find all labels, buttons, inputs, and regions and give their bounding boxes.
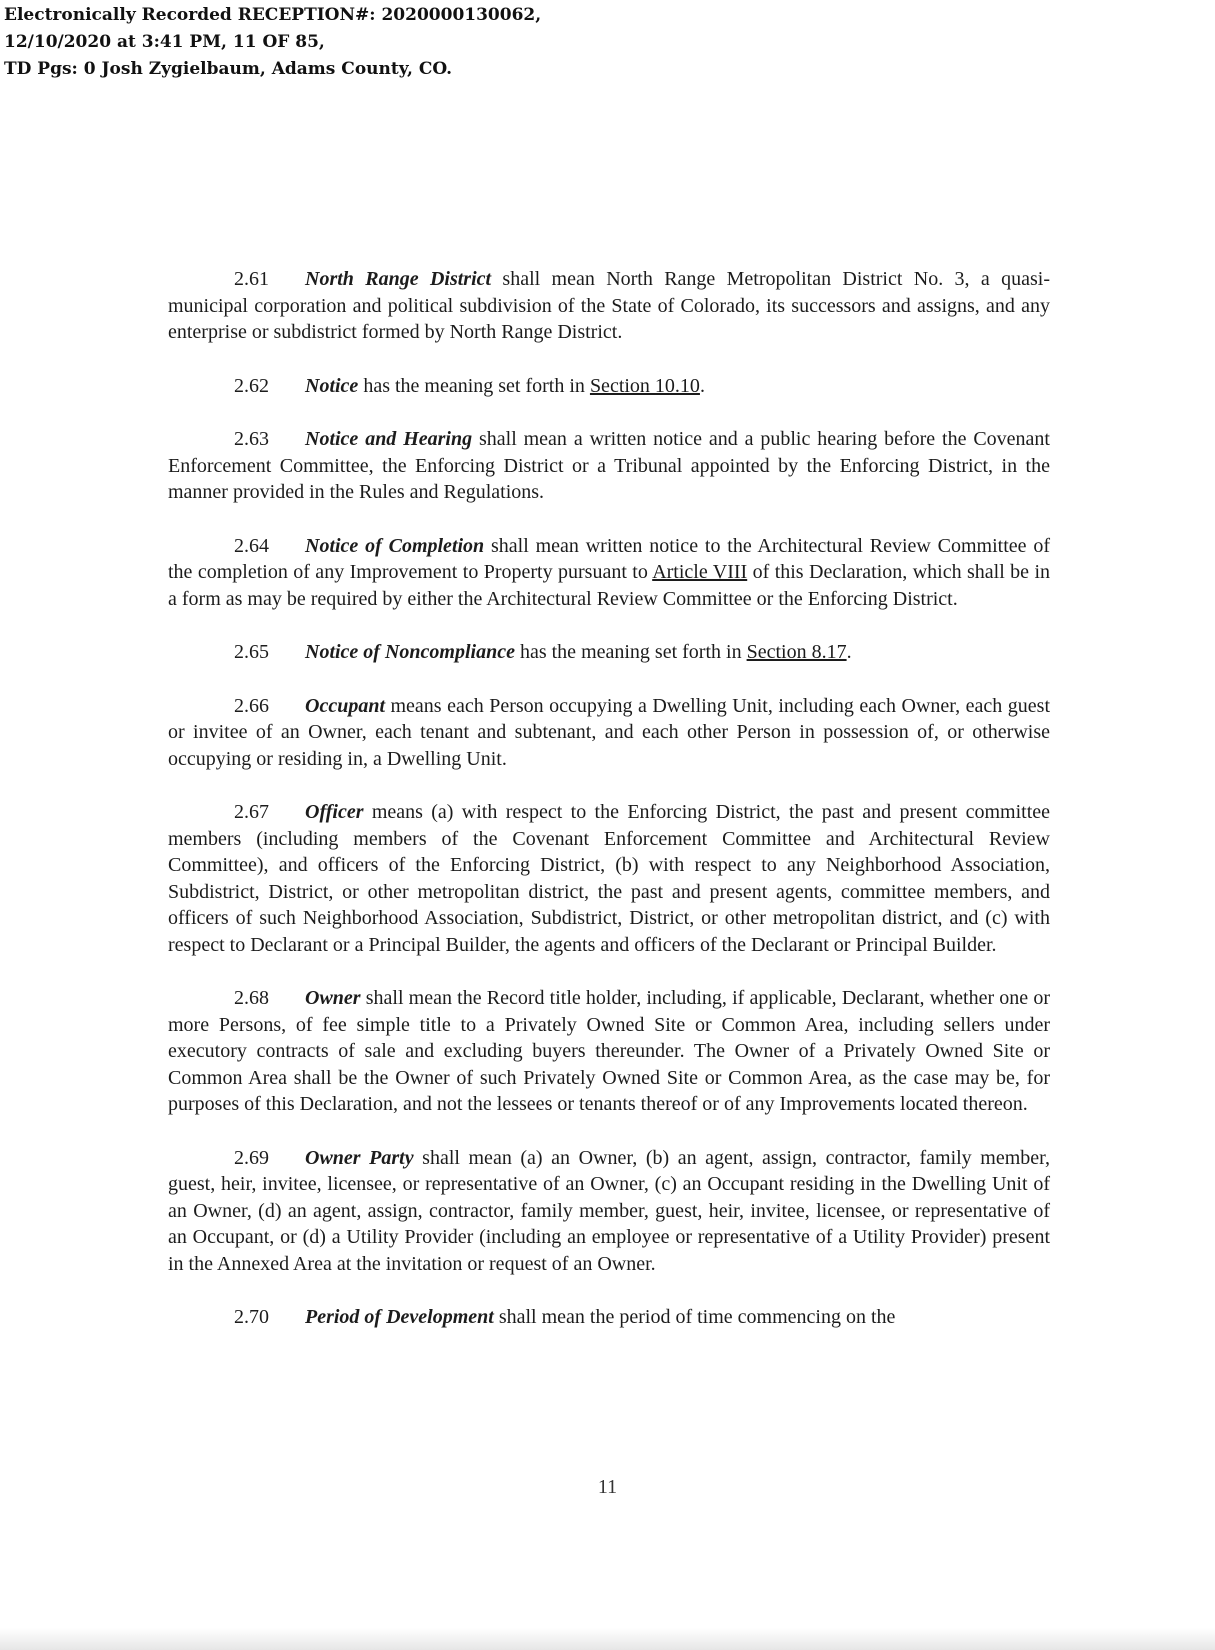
recording-stamp-line-3: TD Pgs: 0 Josh Zygielbaum, Adams County, CO. [4, 59, 453, 79]
page-number: 11 [597, 1476, 618, 1498]
recording-stamp [4, 2, 541, 83]
definition-text: shall mean the Record title holder, including, if applicable, Declarant, whether one or more Persons, of fee simple title to a Privately Owned Site or Common Area, including sellers under executory contracts of sale and excluding buyers thereunder. The Owner of a Privately Owned Site or Common Area shall be the Owner of such Privately Owned Site or Common Area, as the case may be, for purposes of this Declaration, and not the lessees or tenants thereof or of any Improvements located thereon. [168, 987, 1050, 1115]
defined-term: Owner [305, 987, 361, 1009]
section-number: 2.62 [234, 374, 269, 397]
section-number: 2.69 [234, 1146, 269, 1169]
definition-text: shall mean (a) an Owner, (b) an agent, assign, contractor, family member, guest, heir, invitee, licensee, or representative of an Owner, (c) an Occupant residing in the Dwelling Unit of an Owner, (d) an agent, assign, contractor, family member, guest, heir, invitee, licensee, or representative of an Occupant, or (d) a Utility Provider (including an employee or representative of a Utility Provider) present in the Annexed Area at the invitation or request of an Owner. [168, 1146, 1050, 1275]
definition-text-tail: . [846, 641, 852, 663]
recording-stamp-line-2: 12/10/2020 at 3:41 PM, 11 OF 85, [4, 32, 325, 52]
article-reference-link[interactable]: Article VIII [652, 561, 748, 583]
definition-text: has the meaning set forth in [514, 641, 747, 663]
definition-text: shall mean North Range Metropolitan District No. 3, a quasi-municipal corporation and political subdivision of the State of Colorado, its successors and assigns, and any enterprise or subdistrict formed by North Range District. [168, 268, 1051, 343]
definition-text: shall mean written notice to the Architectural Review Committee of the completion of any Improvement to Property pursuant to [168, 534, 1050, 583]
definition-2-62 [168, 373, 1050, 400]
defined-term: Occupant [305, 694, 385, 717]
definition-text-tail: . [699, 374, 705, 397]
defined-term: Officer [305, 801, 364, 823]
section-number: 2.63 [234, 428, 269, 450]
definition-text-tail: of this Declaration, which shall be in a form as may be required by either the Architectural Review Committee or the Enforcing District. [168, 561, 1051, 610]
definition-text: means each Person occupying a Dwelling Unit, including each Owner, each guest or invitee of an Owner, each tenant and subtenant, and each other Person in possession of, or otherwise occupying or residing in, a Dwelling Unit. [168, 694, 1050, 770]
section-number: 2.61 [234, 268, 269, 290]
definition-2-67 [168, 799, 1050, 958]
section-number: 2.64 [234, 534, 269, 557]
section-number: 2.67 [234, 801, 269, 823]
definition-2-69 [168, 1145, 1050, 1278]
defined-term: Notice of Completion [305, 534, 485, 557]
defined-term: Notice and Hearing [305, 428, 473, 450]
definition-2-64 [168, 533, 1050, 613]
definition-text: shall mean a written notice and a public hearing before the Covenant Enforcement Committee, the Enforcing District or a Tribunal appointed by the Enforcing District, in the manner provided in the Rules and Regulations. [168, 428, 1050, 503]
defined-term: Period of Development [305, 1306, 494, 1328]
defined-term: Notice of Noncompliance [305, 641, 515, 663]
scan-shadow-edge [0, 1628, 1215, 1650]
section-reference-link[interactable]: Section 10.10 [589, 374, 700, 397]
definition-text: shall mean the period of time commencing on the [493, 1306, 896, 1328]
definition-2-68 [168, 985, 1050, 1118]
defined-term: Owner Party [305, 1146, 414, 1169]
defined-term: North Range District [305, 268, 492, 290]
section-reference-link[interactable]: Section 8.17 [746, 641, 847, 663]
definition-text: has the meaning set forth in [358, 374, 590, 397]
definition-2-61 [168, 266, 1050, 346]
definition-2-66 [168, 693, 1050, 773]
definition-2-65 [168, 639, 1050, 666]
recording-stamp-line-1: Electronically Recorded RECEPTION#: 2020000130062, [4, 5, 542, 25]
definition-2-70 [168, 1304, 1050, 1331]
section-number: 2.70 [234, 1306, 269, 1328]
section-number: 2.66 [234, 694, 269, 717]
definition-text: means (a) with respect to the Enforcing District, the past and present committee members (including members of the Covenant Enforcement Committee and Architectural Review Committee), and officers of the Enforcing District, (b) with respect to any Neighborhood Association, Subdistrict, District, or other metropolitan district, the past and present agents, committee members, and officers of such Neighborhood Association, Subdistrict, District, or other metropolitan district, and (c) with respect to Declarant or a Principal Builder, the agents and officers of the Declarant or Principal Builder. [168, 801, 1050, 956]
section-number: 2.65 [234, 641, 269, 663]
definition-2-63 [168, 426, 1050, 506]
definitions-section [168, 266, 1050, 1358]
section-number: 2.68 [234, 987, 269, 1009]
defined-term: Notice [305, 374, 359, 397]
